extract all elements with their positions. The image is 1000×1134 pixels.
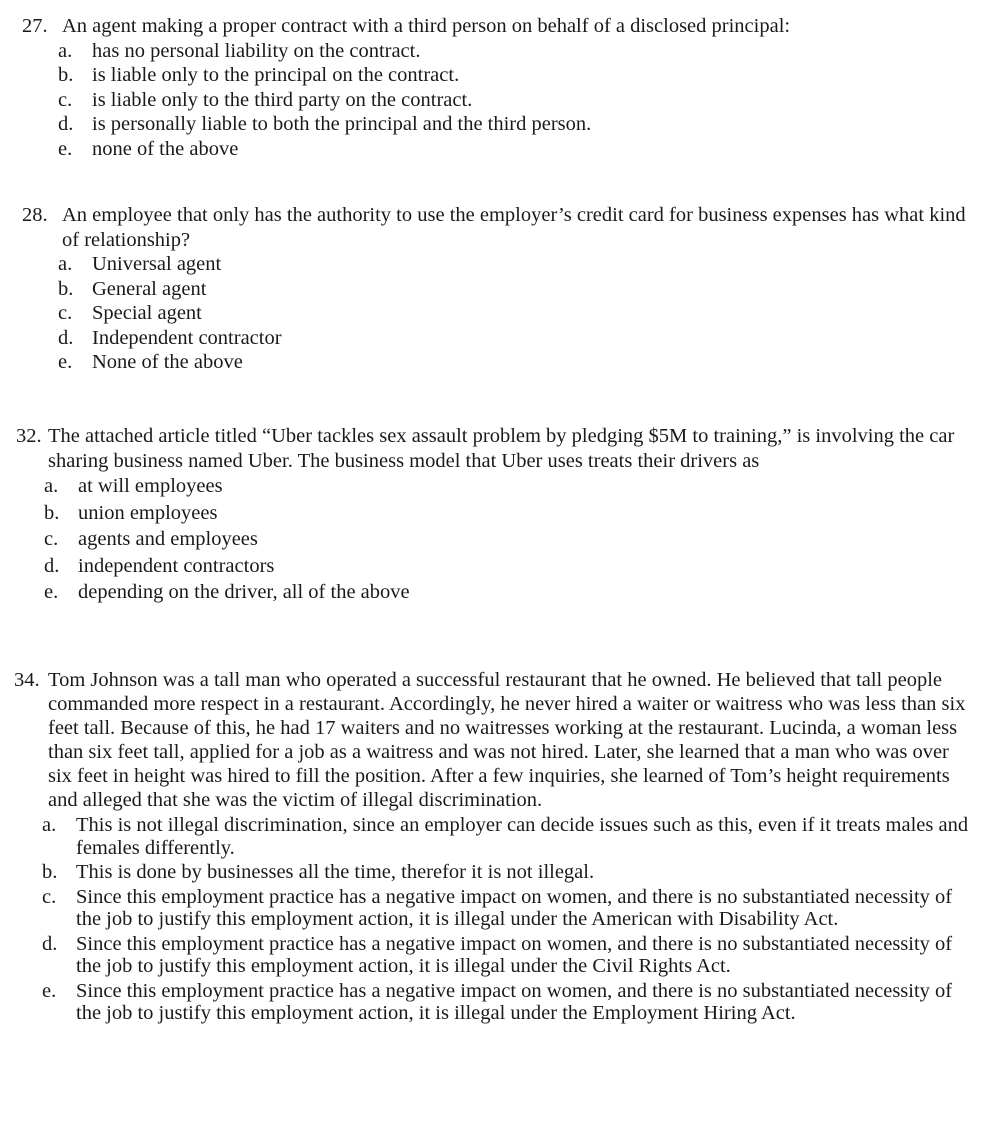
answer-options: [42, 814, 974, 1025]
option-text: This is done by businesses all the time, therefor it is not illegal.: [76, 861, 595, 883]
question-number: 28.: [22, 204, 48, 226]
option-letter: b.: [58, 64, 74, 86]
question-stem: [22, 203, 982, 252]
answer-option-c: [58, 88, 982, 113]
option-letter: a.: [44, 475, 59, 497]
option-text: agents and employees: [78, 528, 258, 550]
option-text: Universal agent: [92, 253, 222, 275]
option-letter: e.: [58, 351, 73, 373]
option-text: none of the above: [92, 137, 239, 160]
option-letter: c.: [58, 88, 73, 111]
answer-options: [58, 39, 982, 162]
option-text: is liable only to the third party on the contract.: [92, 88, 473, 111]
option-letter: e.: [44, 581, 59, 603]
question-stem: [16, 424, 976, 473]
question-text: An agent making a proper contract with a third person on behalf of a disclosed principal:: [62, 15, 791, 37]
option-letter: b.: [44, 501, 60, 524]
option-text: depending on the driver, all of the above: [78, 581, 410, 603]
option-text: Since this employment practice has a negative impact on women, and there is no substantiated necessity of the job to justify this employment action, it is illegal under the Civil Rights Act.: [76, 932, 953, 977]
option-text: union employees: [78, 501, 218, 524]
option-text: is personally liable to both the principal and the third person.: [92, 113, 592, 135]
option-letter: b.: [58, 277, 74, 300]
answer-option-e: [44, 579, 976, 606]
question-number: 34.: [14, 669, 40, 691]
question-stem: [14, 668, 974, 812]
answer-option-d: [58, 112, 982, 137]
answer-option-e: [42, 980, 974, 1025]
option-letter: a.: [58, 39, 73, 62]
option-letter: d.: [58, 113, 74, 135]
option-letter: d.: [58, 326, 74, 349]
question-28: [22, 203, 982, 375]
option-letter: c.: [42, 885, 57, 908]
option-text: Since this employment practice has a negative impact on women, and there is no substantiated necessity of the job to justify this employment action, it is illegal under the American with Disability Act.: [76, 885, 953, 930]
answer-option-b: [58, 63, 982, 88]
option-text: General agent: [92, 277, 207, 300]
answer-option-c: [58, 301, 982, 326]
question-number: 27.: [22, 15, 48, 37]
answer-options: [58, 252, 982, 375]
option-text: This is not illegal discrimination, since an employer can decide issues such as this, even if it treats males and females differently.: [76, 814, 969, 859]
option-text: Special agent: [92, 302, 202, 324]
option-text: independent contractors: [78, 554, 275, 577]
option-text: at will employees: [78, 475, 223, 497]
answer-option-c: [44, 526, 976, 553]
option-text: Since this employment practice has a negative impact on women, and there is no substantiated necessity of the job to justify this employment action, it is illegal under the Employment Hiring Act.: [76, 979, 953, 1024]
answer-option-d: [44, 553, 976, 580]
option-letter: e.: [58, 137, 73, 160]
option-letter: a.: [42, 814, 57, 836]
question-34: [14, 668, 974, 1025]
question-text: An employee that only has the authority to use the employer’s credit card for business expenses has what kind of relationship?: [62, 204, 966, 251]
answer-option-c: [42, 886, 974, 931]
option-letter: c.: [58, 302, 73, 324]
option-letter: d.: [44, 554, 60, 577]
option-text: has no personal liability on the contract.: [92, 39, 421, 62]
answer-options: [44, 473, 976, 606]
question-number: 32.: [16, 425, 42, 447]
answer-option-b: [44, 500, 976, 527]
question-27: [22, 14, 982, 161]
question-text: Tom Johnson was a tall man who operated a successful restaurant that he owned. He believed that tall people commanded more respect in a restaurant. Accordingly, he never hired a waiter or waitress who was less than six feet tall. Because of this, he had 17 waiters and no waitresses working at the restaurant. Lucinda, a woman less than six feet tall, applied for a job as a waitress and was not hired. Later, she learned that a man who was over six feet in height was hired to fill the position. After a few inquiries, she learned of Tom’s height requirements and alleged that she was the victim of illegal discrimination.: [48, 669, 966, 811]
question-text: The attached article titled “Uber tackles sex assault problem by pledging $5M to training,” is involving the car sharing business named Uber. The business model that Uber uses treats their drivers as: [48, 425, 955, 472]
option-letter: e.: [42, 979, 57, 1002]
option-letter: a.: [58, 253, 73, 275]
answer-option-a: [58, 39, 982, 64]
answer-option-e: [58, 137, 982, 162]
option-text: is liable only to the principal on the contract.: [92, 64, 460, 86]
answer-option-d: [58, 326, 982, 351]
answer-option-a: [44, 473, 976, 500]
option-text: Independent contractor: [92, 326, 282, 349]
answer-option-a: [58, 252, 982, 277]
option-letter: d.: [42, 932, 58, 955]
answer-option-b: [58, 277, 982, 302]
option-letter: c.: [44, 528, 59, 550]
answer-option-d: [42, 933, 974, 978]
answer-option-a: [42, 814, 974, 859]
question-stem: [22, 14, 982, 39]
option-text: None of the above: [92, 351, 243, 373]
question-32: [16, 424, 976, 606]
option-letter: b.: [42, 861, 58, 883]
answer-option-b: [42, 861, 974, 884]
answer-option-e: [58, 350, 982, 375]
